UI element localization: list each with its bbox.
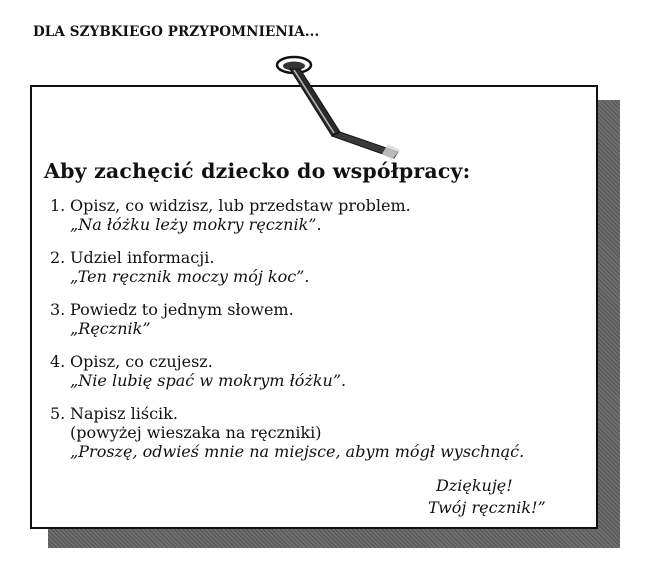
item-number: 2.: [50, 248, 66, 267]
item-text: Powiedz to jednym słowem.: [70, 300, 294, 319]
list-item-2: [50, 248, 309, 286]
item-quote: „Na łóżku leży mokry ręcznik”.: [70, 215, 322, 234]
item-text: Udziel informacji.: [70, 248, 215, 267]
card-title: Aby zachęcić dziecko do współpracy:: [44, 159, 471, 183]
nail-icon: [270, 40, 410, 160]
item-quote: „Proszę, odwieś mnie na miejsce, abym mógł wyschnąć.: [70, 442, 525, 461]
item-text: Opisz, co widzisz, lub przedstaw problem.: [70, 196, 411, 215]
item-number: 1.: [50, 196, 66, 215]
page-header: DLA SZYBKIEGO PRZYPOMNIENIA...: [33, 24, 320, 40]
item-number: 5.: [50, 404, 66, 423]
list-item-1: [50, 196, 411, 234]
item-quote: „Ten ręcznik moczy mój koc”.: [70, 267, 310, 286]
item-number: 4.: [50, 352, 66, 371]
item-text: Napisz liścik.: [70, 404, 178, 423]
list-item-4: [50, 352, 346, 390]
signature-thanks: Dziękuję!: [436, 476, 513, 495]
item-number: 3.: [50, 300, 66, 319]
signature-name: Twój ręcznik!”: [428, 498, 546, 517]
item-subtext: (powyżej wieszaka na ręczniki): [70, 423, 322, 442]
item-quote: „Nie lubię spać w mokrym łóżku”.: [70, 371, 347, 390]
item-text: Opisz, co czujesz.: [70, 352, 213, 371]
item-quote: „Ręcznik”: [70, 319, 151, 338]
list-item-3: [50, 300, 294, 338]
list-item-5: [50, 404, 524, 461]
